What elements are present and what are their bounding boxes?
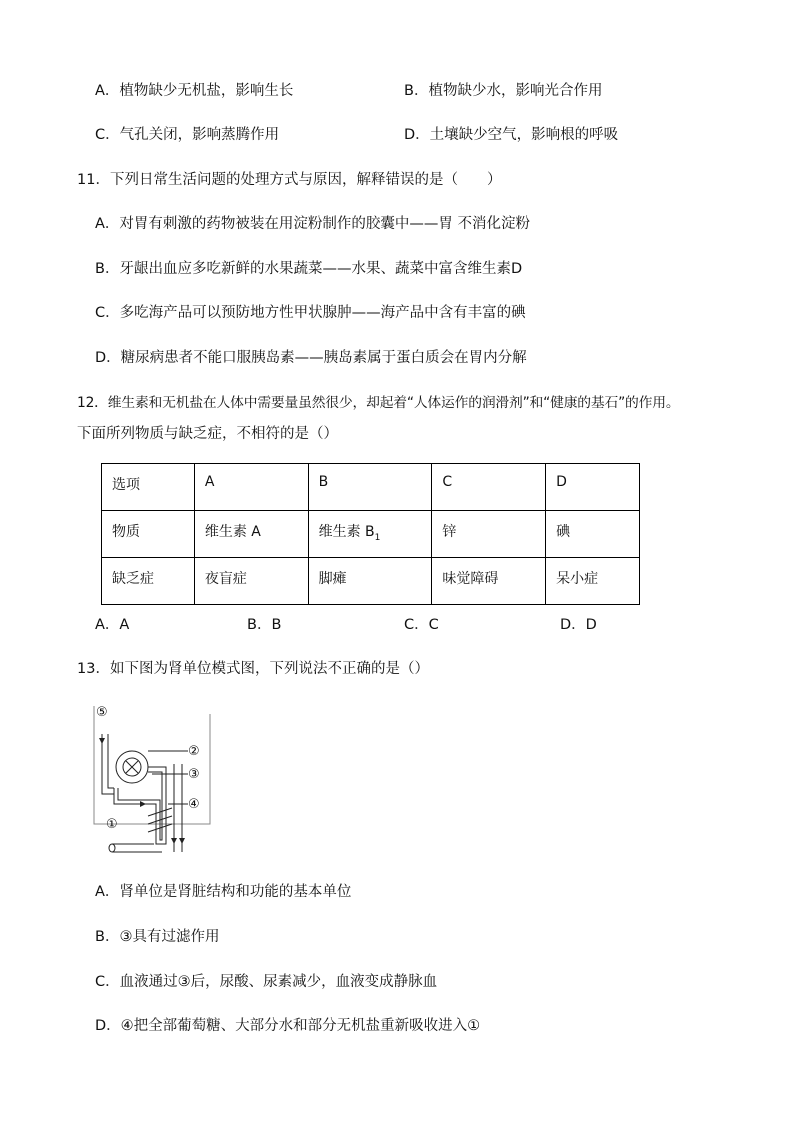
table-cell: 碘 (546, 511, 640, 558)
table-cell: A (194, 464, 308, 511)
q12-option-d: D．D (560, 617, 597, 633)
table-cell: 味觉障碍 (432, 558, 546, 605)
q10-option-d: D．土壤缺少空气，影响根的呼吸 (404, 127, 619, 143)
q11-option-a: A．对胃有刺激的药物被装在用淀粉制作的胶囊中——胃 不消化淀粉 (95, 216, 531, 232)
diagram-label-3: ③ (188, 767, 200, 782)
q10-option-a: A．植物缺少无机盐，影响生长 (95, 83, 294, 99)
q12-option-a: A．A (95, 617, 130, 633)
nephron-diagram (92, 704, 212, 854)
table-cell: 维生素 A (194, 511, 308, 558)
q13-stem: 13．如下图为肾单位模式图，下列说法不正确的是（） (77, 661, 429, 677)
q12-stem-line1: 12．维生素和无机盐在人体中需要量虽然很少，却起着“人体运作的润滑剂”和“健康的基石”的作用。 (77, 395, 680, 411)
q12-stem-line2: 下面所列物质与缺乏症，不相符的是（） (77, 426, 338, 442)
q13-option-d: D．④把全部葡萄糖、大部分水和部分无机盐重新吸收进入① (95, 1018, 481, 1034)
q13-option-a: A．肾单位是肾脏结构和功能的基本单位 (95, 884, 352, 900)
table-row (102, 558, 640, 605)
q12-table (101, 463, 640, 605)
q12-option-c: C．C (404, 617, 439, 633)
table-cell: 物质 (102, 511, 195, 558)
diagram-label-5: ⑤ (96, 705, 108, 720)
diagram-label-4: ④ (188, 797, 200, 812)
table-cell: 脚瘫 (308, 558, 432, 605)
table-cell: C (432, 464, 546, 511)
table-cell: 锌 (432, 511, 546, 558)
q11-option-c: C．多吃海产品可以预防地方性甲状腺肿——海产品中含有丰富的碘 (95, 305, 526, 321)
diagram-label-2: ② (188, 744, 200, 759)
table-cell: 选项 (102, 464, 195, 511)
table-cell (308, 511, 432, 558)
table-cell: D (546, 464, 640, 511)
q11-option-d: D．糖尿病患者不能口服胰岛素——胰岛素属于蛋白质会在胃内分解 (95, 350, 527, 366)
table-cell: 呆小症 (546, 558, 640, 605)
table-row (102, 511, 640, 558)
q11-stem: 11．下列日常生活问题的处理方式与原因，解释错误的是（ ） (77, 172, 502, 188)
table-row (102, 464, 640, 511)
q13-option-b: B．③具有过滤作用 (95, 929, 220, 945)
q10-option-b: B．植物缺少水，影响光合作用 (404, 83, 603, 99)
diagram-label-1: ① (106, 817, 118, 832)
q10-option-c: C．气孔关闭，影响蒸腾作用 (95, 127, 280, 143)
vitamin-b-label: 维生素 B (318, 524, 375, 540)
q11-option-b: B．牙龈出血应多吃新鲜的水果蔬菜——水果、蔬菜中富含维生素D (95, 261, 523, 277)
table-cell: 缺乏症 (102, 558, 195, 605)
q12-option-b: B．B (247, 617, 282, 633)
table-cell: 夜盲症 (194, 558, 308, 605)
q13-option-c: C．血液通过③后，尿酸、尿素减少，血液变成静脉血 (95, 974, 438, 990)
table-cell: B (308, 464, 432, 511)
vitamin-b-subscript: 1 (374, 532, 381, 543)
